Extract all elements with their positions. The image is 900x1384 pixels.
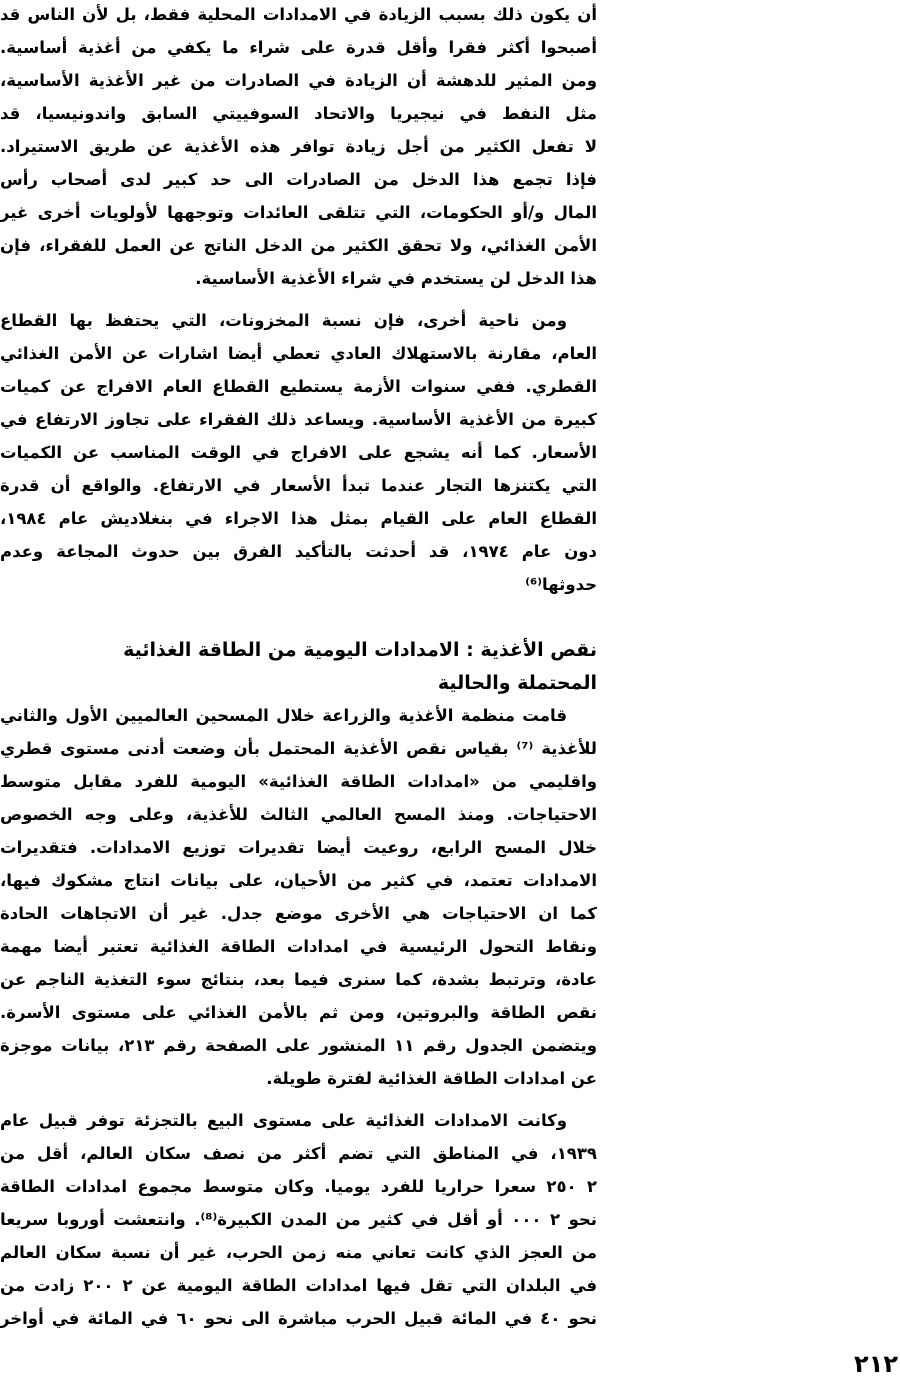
paragraph-line: من العجز الذي كانت تعاني منه زمن الحرب، غير أن نسبة سكان العالم (0, 1243, 597, 1262)
paragraph-line: القطاع العام على القيام بمثل هذا الاجراء في بنغلاديش عام ١٩٨٤، (0, 509, 597, 528)
paragraph-line: حدوثها⁽⁶⁾ (525, 575, 597, 594)
paragraph-line: نقص الطاقة والبروتين، ومن ثم بالأمن الغذائي على مستوى الأسرة. (0, 1003, 597, 1022)
paragraph-line: مثل النفط في نيجيريا والاتحاد السوفييتي السابق واندونيسيا، قد (0, 104, 597, 123)
paragraph-line: دون عام ١٩٧٤، قد أحدثت بالتأكيد الفرق بين حدوث المجاعة وعدم (0, 542, 597, 561)
paragraph-line: واقليمي من «امدادات الطاقة الغذائية» اليومية للفرد مقابل متوسط (0, 772, 597, 791)
paragraph-line: القطري. ففي سنوات الأزمة يستطيع القطاع العام الافراج عن كميات (0, 377, 597, 396)
paragraph-line: في البلدان التي تقل فيها امدادات الطاقة اليومية عن ٢ ٢٠٠ زادت من (0, 1276, 597, 1295)
paragraph-line: لا تفعل الكثير من أجل زيادة توافر هذه الأغذية عن طريق الاستيراد. (0, 137, 597, 156)
paragraph-line: ٢ ٢٥٠ سعرا حراريا للفرد يوميا. وكان متوسط مجموع امدادات الطاقة (0, 1177, 597, 1196)
paragraph-line: أصبحوا أكثر فقرا وأقل قدرة على شراء ما يكفي من أغذية أساسية. (0, 38, 597, 57)
paragraph-line: الأسعار. كما أنه يشجع على الافراج في الوقت المناسب عن الكميات (0, 443, 597, 462)
paragraph-line: للأغذية ⁽⁷⁾ بقياس نقص الأغذية المحتمل بأن وضعت أدنى مستوى قطري (0, 739, 597, 758)
paragraph-line: ويتضمن الجدول رقم ١١ المنشور على الصفحة رقم ٢١٣، بيانات موجزة (0, 1036, 597, 1055)
paragraph-line: نحو ٢ ٠٠٠ أو أقل في كثير من المدن الكبيرة⁽⁸⁾. وانتعشت أوروبا سريعا (0, 1210, 597, 1229)
paragraph-line: خلال المسح الرابع، روعيت أيضا تقديرات توزيع الامدادات. فتقديرات (0, 838, 597, 857)
section-heading-line: المحتملة والحالية (437, 672, 597, 694)
paragraph-line: ونقاط التحول الرئيسية في امدادات الطاقة الغذائية تعتبر أيضا مهمة (0, 937, 597, 956)
paragraph-line: العام، مقارنة بالاستهلاك العادي تعطي أيضا اشارات عن الأمن الغذائي (0, 344, 597, 363)
paragraph-line: المال و/أو الحكومات، التي تتلقى العائدات وتوجهها لأولويات أخرى غير (0, 203, 597, 222)
paragraph-line: قامت منظمة الأغذية والزراعة خلال المسحين العالميين الأول والثاني (0, 706, 567, 725)
paragraph-line: عن امدادات الطاقة الغذائية لفترة طويلة. (266, 1069, 597, 1088)
section-heading-line: نقص الأغذية : الامدادات اليومية من الطاقة الغذائية (123, 639, 597, 661)
paragraph-line: نحو ٤٠ في المائة قبيل الحرب مباشرة الى نحو ٦٠ في المائة في أواخر (0, 1309, 597, 1328)
paragraph-line: كبيرة من الأغذية الأساسية. ويساعد ذلك الفقراء على تجاوز الارتفاع في (0, 410, 597, 429)
paragraph-line: هذا الدخل لن يستخدم في شراء الأغذية الأساسية. (195, 269, 597, 288)
paragraph-line: ١٩٣٩، في المناطق التي تضم أكثر من نصف سكان العالم، أقل من (0, 1144, 597, 1163)
paragraph-line: عادة، وترتبط بشدة، كما سنرى فيما بعد، بنتائج سوء التغذية الناجم عن (0, 970, 597, 989)
paragraph-line: الأمن الغذائي، ولا تحقق الكثير من الدخل الناتج عن العمل للفقراء، فإن (0, 236, 597, 255)
paragraph-line: الاحتياجات. ومنذ المسح العالمي الثالث للأغذية، وعلى وجه الخصوص (0, 805, 597, 824)
paragraph-line: ومن المثير للدهشة أن الزيادة في الصادرات من غير الأغذية الأساسية، (0, 71, 597, 90)
paragraph-line: وكانت الامدادات الغذائية على مستوى البيع بالتجزئة توفر قبيل عام (0, 1111, 567, 1130)
paragraph-line: أن يكون ذلك بسبب الزيادة في الامدادات المحلية فقط، بل لأن الناس قد (0, 5, 597, 24)
paragraph-line: التي يكتنزها التجار عندما تبدأ الأسعار في الارتفاع. والواقع أن قدرة (0, 476, 597, 495)
paragraph-line: فإذا تجمع هذا الدخل من الصادرات الى حد كبير لدى أصحاب رأس (0, 170, 597, 189)
paragraph-line: كما ان الاحتياجات هي الأخرى موضع جدل. غير أن الاتجاهات الحادة (0, 904, 597, 923)
paragraph-line: الامدادات تعتمد، في كثير من الأحيان، على بيانات انتاج مشكوك فيها، (0, 871, 597, 890)
page-number: ٢١٢ (854, 1350, 898, 1378)
paragraph-line: ومن ناحية أخرى، فإن نسبة المخزونات، التي يحتفظ بها القطاع (0, 311, 567, 330)
